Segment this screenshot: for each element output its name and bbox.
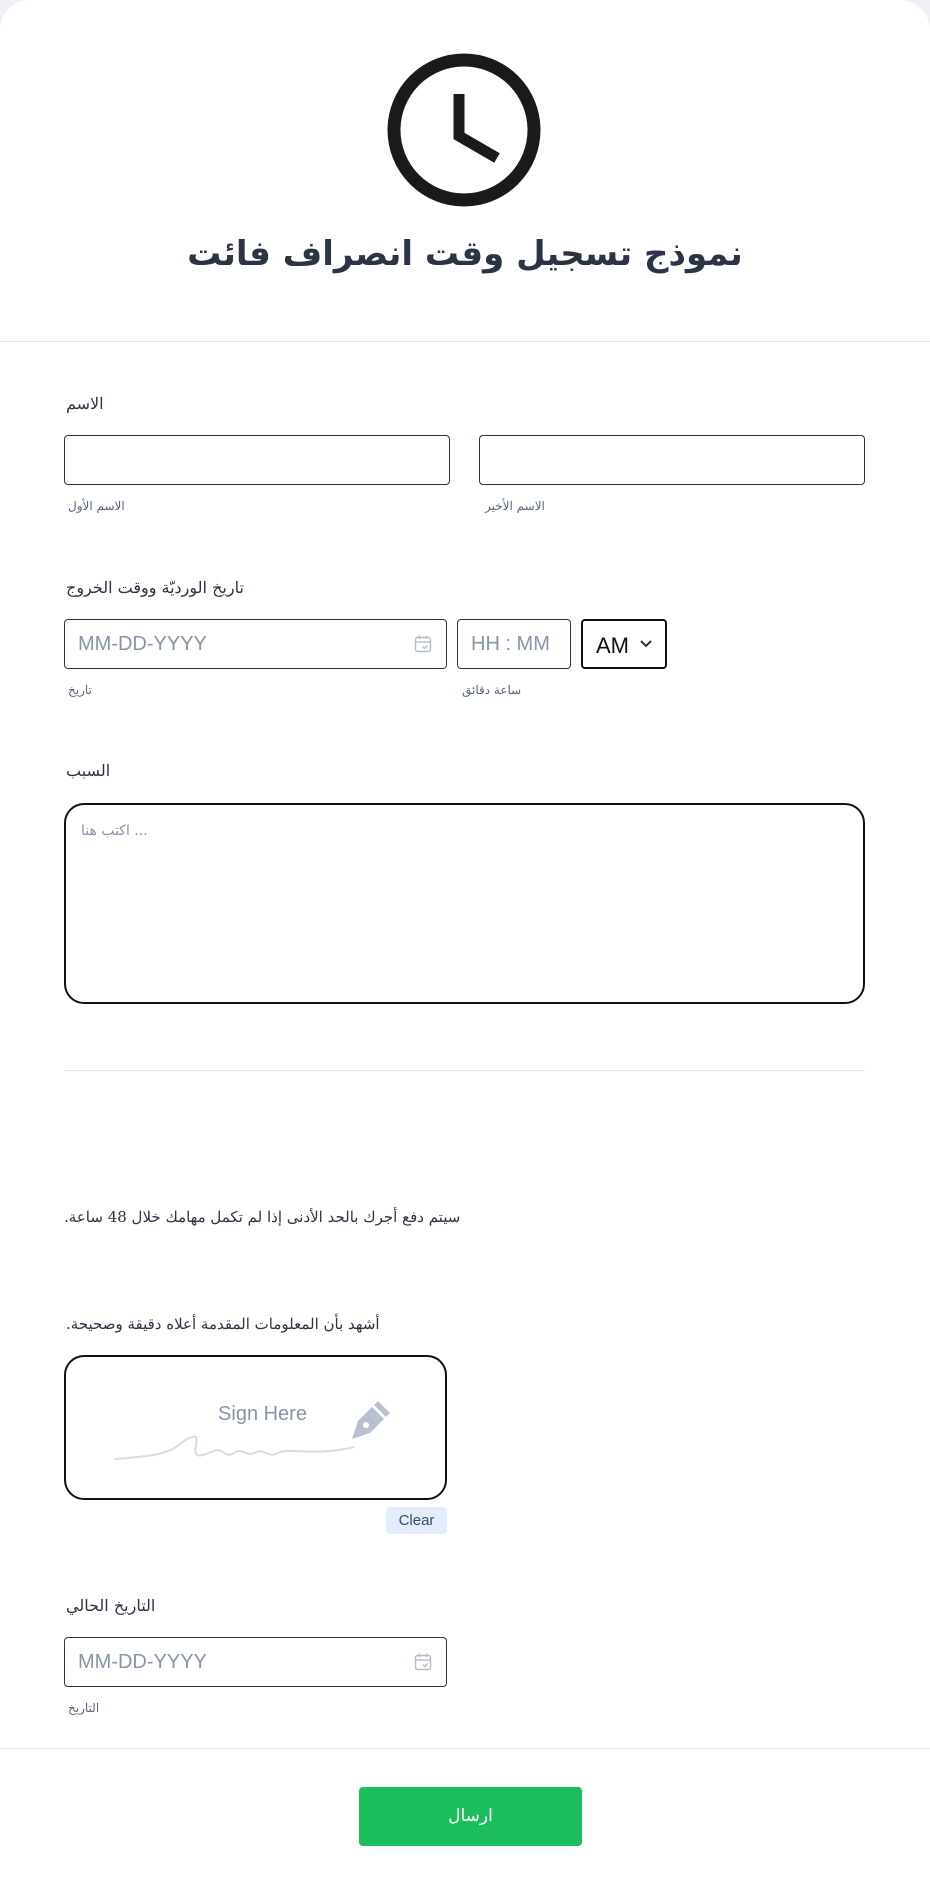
first-name-input[interactable] <box>64 435 450 485</box>
shift-datetime-label: تاريخ الورديّة ووقت الخروج <box>66 578 244 597</box>
pay-notice-text: .سيتم دفع أجرك بالحد الأدنى إذا لم تكمل مهامك خلال 48 ساعة <box>64 1208 461 1226</box>
reason-textarea[interactable] <box>64 803 865 1004</box>
shift-time-placeholder: HH : MM <box>471 633 550 655</box>
last-name-sublabel: الاسم الأخير <box>485 499 545 513</box>
calendar-icon[interactable] <box>413 634 433 654</box>
current-date-input[interactable] <box>64 1637 447 1687</box>
clock-icon <box>386 52 542 208</box>
signature-placeholder: Sign Here <box>218 1403 307 1425</box>
submit-button[interactable]: ارسال <box>359 1787 582 1846</box>
reason-label: السبب <box>66 761 111 780</box>
first-name-sublabel: الاسم الأول <box>68 499 125 513</box>
reason-placeholder: اكتب هنا ... <box>81 823 148 839</box>
shift-date-input[interactable] <box>64 619 447 669</box>
chevron-down-icon <box>639 639 653 649</box>
attest-text: .أشهد بأن المعلومات المقدمة أعلاه دقيقة وصحيحة <box>66 1315 380 1333</box>
ampm-select[interactable] <box>581 619 667 669</box>
current-date-label: التاريخ الحالي <box>66 1596 156 1615</box>
form-header <box>0 0 930 342</box>
signature-pad[interactable] <box>64 1355 447 1500</box>
name-label: الاسم <box>66 394 104 413</box>
section-divider <box>64 1070 865 1071</box>
current-date-placeholder: MM-DD-YYYY <box>78 1651 207 1673</box>
footer-divider <box>0 1748 930 1749</box>
current-date-sublabel: التاريخ <box>68 1701 100 1715</box>
shift-date-placeholder: MM-DD-YYYY <box>78 633 207 655</box>
calendar-icon[interactable] <box>413 1652 433 1672</box>
clear-signature-button[interactable]: Clear <box>386 1507 447 1534</box>
last-name-input[interactable] <box>479 435 865 485</box>
shift-date-sublabel: تاريخ <box>68 683 92 697</box>
shift-time-input[interactable] <box>457 619 571 669</box>
page-title: نموذج تسجيل وقت انصراف فائت <box>187 234 743 274</box>
shift-time-sublabel: ساعة دقائق <box>462 683 522 697</box>
ampm-value: AM <box>596 633 629 658</box>
